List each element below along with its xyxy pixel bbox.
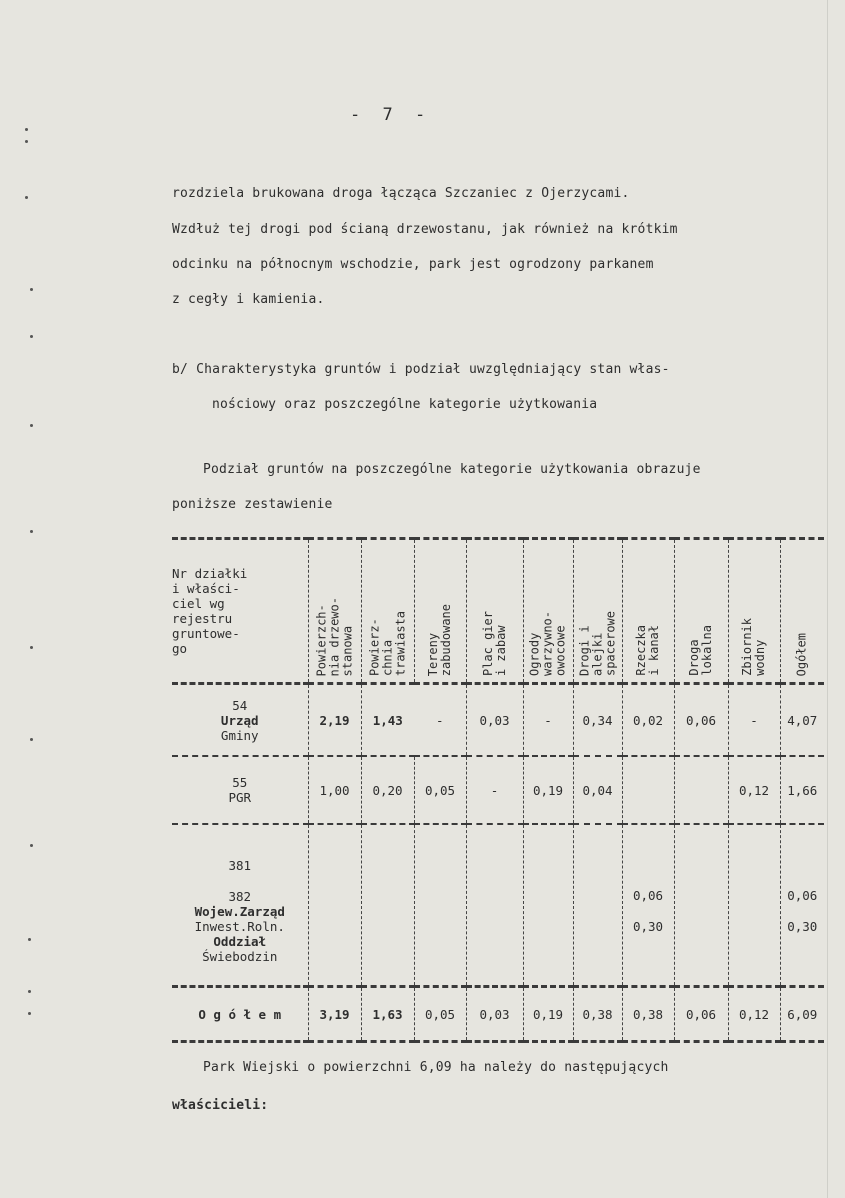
value-cell: 4,07 (780, 684, 824, 757)
value-cell (308, 824, 361, 987)
value-cell: 0,12 (728, 987, 780, 1042)
header-total: Ogółem (780, 539, 824, 684)
value-cell: 0,06 0,30 (780, 824, 824, 987)
value-cell: 0,34 (573, 684, 622, 757)
closing-line: Park Wiejski o powierzchni 6,09 ha należy do następujących (203, 1060, 669, 1075)
header-forest-area: Powierzch- nia drzewo- stanowa (308, 539, 361, 684)
value-cell: 1,00 (308, 756, 361, 824)
value-cell: 0,20 (361, 756, 414, 824)
header-reservoir: Zbiornik wodny (728, 539, 780, 684)
header-paths: Drogi i alejki spacerowe (573, 539, 622, 684)
value-cell: 0,12 (728, 756, 780, 824)
value-cell (414, 824, 466, 987)
total-row (172, 987, 824, 1042)
value-cell (523, 824, 573, 987)
value-cell: 0,06 0,30 (622, 824, 674, 987)
header-stream: Rzeczka i kanał (622, 539, 674, 684)
value-cell: 0,06 (674, 987, 728, 1042)
value-cell (622, 756, 674, 824)
value-cell: 0,19 (523, 987, 573, 1042)
header-local-road: Droga lokalna (674, 539, 728, 684)
parcel-cell: 54 Urząd Gminy (220, 697, 259, 743)
margin-mark (25, 128, 28, 131)
margin-mark (28, 990, 31, 993)
total-label: O g ó ł e m (198, 1006, 282, 1022)
margin-mark (28, 1012, 31, 1015)
intro-line: Podział gruntów na poszczególne kategorie użytkowania obrazuje (203, 462, 701, 477)
margin-mark (30, 530, 33, 533)
table-row (172, 824, 824, 987)
intro-line: poniższe zestawienie (172, 497, 333, 512)
value-cell: 0,03 (466, 684, 523, 757)
value-cell: - (435, 712, 444, 728)
value-cell (466, 824, 523, 987)
margin-mark (25, 140, 28, 143)
header-playground: Plac gier i zabaw (466, 539, 523, 684)
value-cell: 0,19 (523, 756, 573, 824)
margin-mark (30, 424, 33, 427)
section-heading: nościowy oraz poszczególne kategorie użytkowania (212, 397, 598, 412)
margin-mark (28, 938, 31, 941)
value-cell: 3,19 (308, 987, 361, 1042)
value-cell: 0,02 (622, 684, 674, 757)
land-use-table (172, 537, 824, 1043)
value-cell: 1,66 (780, 756, 824, 824)
value-cell: - (728, 684, 780, 757)
value-cell: 0,05 (414, 756, 466, 824)
paragraph-line: Wzdłuż tej drogi pod ścianą drzewostanu, jak również na krótkim (172, 222, 678, 237)
paragraph-line: odcinku na północnym wschodzie, park jest ogrodzony parkanem (172, 257, 654, 272)
value-cell: 0,38 (573, 987, 622, 1042)
margin-mark (30, 738, 33, 741)
value-cell: - (466, 756, 523, 824)
value-cell: 0,06 (674, 684, 728, 757)
value-cell (674, 824, 728, 987)
value-cell: 0,05 (414, 987, 466, 1042)
section-heading: b/ Charakterystyka gruntów i podział uwzględniający stan włas- (172, 362, 670, 377)
value-cell: 0,04 (573, 756, 622, 824)
value-cell (728, 824, 780, 987)
margin-mark (30, 844, 33, 847)
table-row (172, 756, 824, 824)
table-row (172, 684, 824, 757)
value-cell (361, 824, 414, 987)
value-cell: - (523, 684, 573, 757)
paragraph-line: z cegły i kamienia. (172, 292, 325, 307)
paragraph-line: rozdziela brukowana droga łącząca Szczaniec z Ojerzycami. (172, 186, 630, 201)
value-cell: 0,38 (622, 987, 674, 1042)
parcel-cell: 381 382 Wojew.Zarząd Inwest.Roln. Oddział Świebodzin (194, 858, 285, 964)
header-gardens: Ogrody warzywno- owocowe (523, 539, 573, 684)
page-number: - 7 - (350, 105, 432, 125)
value-cell: 1,63 (361, 987, 414, 1042)
value-cell: 6,09 (780, 987, 824, 1042)
value-cell: 2,19 (308, 684, 361, 757)
value-cell: 0,03 (466, 987, 523, 1042)
header-parcel: Nr działki i właści- ciel wg rejestru gruntowe- go (172, 566, 248, 656)
header-built-area: Tereny zabudowane (414, 539, 466, 684)
page-edge (827, 0, 828, 1198)
parcel-cell: 55 PGR (228, 775, 252, 805)
margin-mark (30, 335, 33, 338)
margin-mark (30, 646, 33, 649)
margin-mark (30, 288, 33, 291)
value-cell (674, 756, 728, 824)
header-grass-area: Powierz- chnia trawiasta (361, 539, 414, 684)
margin-mark (25, 196, 28, 199)
value-cell (573, 824, 622, 987)
value-cell: 1,43 (361, 684, 414, 757)
closing-line: właścicieli: (172, 1098, 269, 1113)
